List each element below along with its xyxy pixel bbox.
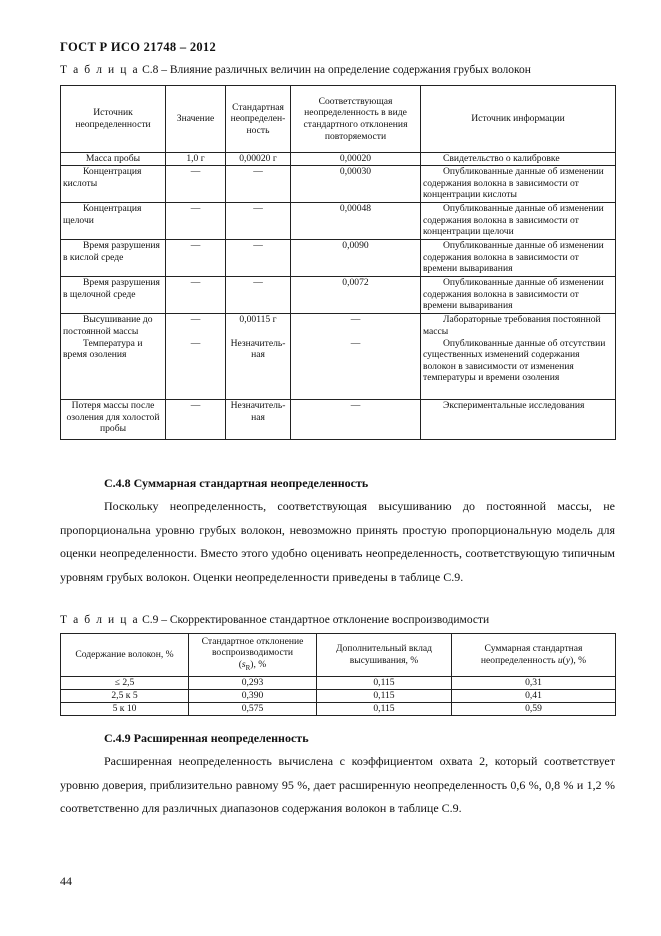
cell-u: 0,31 xyxy=(452,677,616,690)
cell-u: 0,59 xyxy=(452,703,616,716)
table-row xyxy=(61,153,616,166)
cell-drying: 0,115 xyxy=(317,677,452,690)
cell-source: Время разрушения в щелочной среде xyxy=(61,277,166,314)
table-c9-caption-label: Т а б л и ц а xyxy=(60,614,140,626)
cell-info: Опубликованные данные об изменении содержания волокна в зависимости от времени вываривания xyxy=(421,240,616,277)
cell-value: — xyxy=(166,338,226,400)
col-header-std-uncertainty: Стандартная неопределен-ность xyxy=(226,86,291,153)
cell-rep: 0,0090 xyxy=(291,240,421,277)
section-c49-body xyxy=(60,750,615,821)
table-c9-header-row xyxy=(61,634,616,677)
col-header-info-source: Источник информации xyxy=(421,86,616,153)
col-header-drying-contribution: Дополнительный вклад высушивания, % xyxy=(317,634,452,677)
cell-rep: 0,00020 xyxy=(291,153,421,166)
col-header-combined-uncertainty-text: Суммарная стандартная неопределенность xyxy=(480,643,583,666)
section-c48-title: С.4.8 Суммарная стандартная неопределенность xyxy=(104,476,369,490)
col-header-combined-uncertainty: Суммарная стандартная неопределенность u(y), % xyxy=(452,634,616,677)
cell-info: Опубликованные данные об отсутствии существенных изменений содержания волокон в зависимости от изменения температуры и времени озоления xyxy=(421,338,616,400)
cell-std: Незначитель-ная xyxy=(226,400,291,440)
document-header: ГОСТ Р ИСО 21748 – 2012 xyxy=(60,40,217,54)
table-row xyxy=(61,703,616,716)
cell-content: ≤ 2,5 xyxy=(61,677,189,690)
cell-info: Свидетельство о калибровке xyxy=(421,153,616,166)
cell-rep: 0,0072 xyxy=(291,277,421,314)
cell-source: Потеря массы после озоления для холостой пробы xyxy=(61,400,166,440)
cell-value: — xyxy=(166,400,226,440)
cell-sr: 0,575 xyxy=(189,703,317,716)
col-header-reproducibility-unit: , % xyxy=(253,658,267,670)
cell-rep: — xyxy=(291,338,421,400)
table-c9-caption xyxy=(60,614,489,626)
cell-value: — xyxy=(166,277,226,314)
cell-std: — xyxy=(226,166,291,203)
table-row xyxy=(61,203,616,240)
cell-sr: 0,293 xyxy=(189,677,317,690)
cell-info: Лабораторные требования постоянной массы xyxy=(421,314,616,338)
table-row xyxy=(61,240,616,277)
table-row xyxy=(61,677,616,690)
table-row xyxy=(61,277,616,314)
cell-value: — xyxy=(166,166,226,203)
cell-std: — xyxy=(226,240,291,277)
col-header-repeatability: Соответствующая неопределенность в виде стандартного отклонения повторяемости xyxy=(291,86,421,153)
section-c48-body xyxy=(60,495,615,589)
cell-content: 2,5 к 5 xyxy=(61,690,189,703)
cell-source: Время разрушения в кислой среде xyxy=(61,240,166,277)
cell-u: 0,41 xyxy=(452,690,616,703)
section-c48-paragraph: Поскольку неопределенность, соответствующая высушиванию до постоянной массы, не пропорциональна уровню грубых волокон, невозможно принять простую пропорциональную модель для оценки неопределенности. Вместо этого удобно оценивать неопределенность, соответствующую типичным уровням грубых волокон. Оценки неопределенности приведены в таблице С.9. xyxy=(60,499,615,584)
cell-std: — xyxy=(226,277,291,314)
cell-value: 1,0 г xyxy=(166,153,226,166)
cell-info: Опубликованные данные об изменении содержания волокна в зависимости от времени вываривания xyxy=(421,277,616,314)
table-row xyxy=(61,166,616,203)
table-c8 xyxy=(60,85,616,440)
col-header-reproducibility-text: Стандартное отклонение воспроизводимости xyxy=(201,635,304,659)
cell-rep: 0,00048 xyxy=(291,203,421,240)
table-c8-header-row xyxy=(61,86,616,153)
cell-source: Масса пробы xyxy=(61,153,166,166)
cell-std: Незначитель-ная xyxy=(226,338,291,400)
cell-value: — xyxy=(166,240,226,277)
cell-value: — xyxy=(166,203,226,240)
symbol-r-subscript: R xyxy=(245,663,251,672)
cell-sr: 0,390 xyxy=(189,690,317,703)
table-c8-caption-text: С.8 – Влияние различных величин на определение содержания грубых волокон xyxy=(139,64,531,76)
table-row xyxy=(61,690,616,703)
cell-std: 0,00020 г xyxy=(226,153,291,166)
cell-rep: — xyxy=(291,314,421,338)
col-header-fiber-content: Содержание волокон, % xyxy=(61,634,189,677)
table-row xyxy=(61,338,616,400)
symbol-u: u xyxy=(557,655,563,666)
col-header-source: Источник неопределенности xyxy=(61,86,166,153)
table-row xyxy=(61,400,616,440)
cell-info: Опубликованные данные об изменении содержания волокна в зависимости от концентрации щелочи xyxy=(421,203,616,240)
table-c9-caption-text: С.9 – Скорректированное стандартное отклонение воспроизводимости xyxy=(139,614,490,626)
cell-std: 0,00115 г xyxy=(226,314,291,338)
cell-info: Экспериментальные исследования xyxy=(421,400,616,440)
section-c49-title: С.4.9 Расширенная неопределенность xyxy=(104,731,309,745)
cell-drying: 0,115 xyxy=(317,703,452,716)
col-header-value: Значение xyxy=(166,86,226,153)
cell-source: Температура и время озоления xyxy=(61,338,166,400)
table-c8-caption-label: Т а б л и ц а xyxy=(60,64,140,76)
col-header-combined-uncertainty-unit: , % xyxy=(573,655,587,666)
cell-content: 5 к 10 xyxy=(61,703,189,716)
table-c9 xyxy=(60,633,616,716)
cell-rep: — xyxy=(291,400,421,440)
cell-source: Высушивание до постоянной массы xyxy=(61,314,166,338)
col-header-reproducibility: Стандартное отклонение воспроизводимости $(s_R)$, % xyxy=(189,634,317,677)
page-number: 44 xyxy=(60,874,72,888)
cell-source: Концентрация щелочи xyxy=(61,203,166,240)
symbol-y: y xyxy=(565,655,571,666)
cell-std: — xyxy=(226,203,291,240)
table-c8-caption xyxy=(60,64,531,76)
cell-rep: 0,00030 xyxy=(291,166,421,203)
section-c49-paragraph: Расширенная неопределенность вычислена с коэффициентом охвата 2, который соответствует уровню доверия, приблизительно равному 95 %, дает расширенную неопределенность 0,6 %, 0,8 % и 1,2 % соответственно для различных диапазонов содержания волокон в таблице С.9. xyxy=(60,754,615,816)
cell-source: Концентрация кислоты xyxy=(61,166,166,203)
cell-drying: 0,115 xyxy=(317,690,452,703)
symbol-s: s xyxy=(241,658,246,670)
cell-info: Опубликованные данные об изменении содержания волокна в зависимости от концентрации кислоты xyxy=(421,166,616,203)
cell-value: — xyxy=(166,314,226,338)
table-row xyxy=(61,314,616,338)
